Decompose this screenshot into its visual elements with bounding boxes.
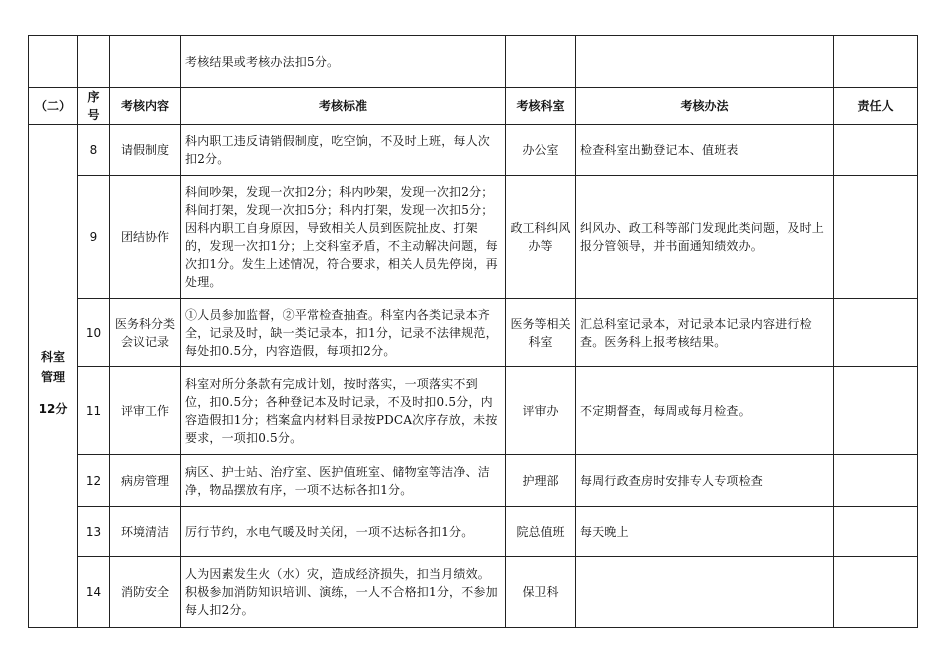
continuation-row [29,36,918,88]
row-dept: 保卫科 [506,557,576,628]
row-dept: 护理部 [506,455,576,507]
row-item: 环境清洁 [110,507,181,557]
header-section: （二） [29,88,78,125]
row-item: 团结协作 [110,176,181,299]
row-dept: 评审办 [506,367,576,455]
section-score: 12分 [38,402,68,416]
row-standard: 病区、护士站、治疗室、医护值班室、储物室等洁净、洁净，物品摆放有序，一项不达标各扣1分。 [181,455,506,507]
row-method: 汇总科室记录本，对记录本记录内容进行检查。医务科上报考核结果。 [576,299,834,367]
row-dept: 医务等相关科室 [506,299,576,367]
table-row [29,125,918,176]
row-number: 11 [78,367,110,455]
header-content: 考核内容 [110,88,181,125]
row-standard: 厉行节约，水电气暖及时关闭，一项不达标各扣1分。 [181,507,506,557]
table-row [29,557,918,628]
row-item: 评审工作 [110,367,181,455]
table-row [29,455,918,507]
row-owner [834,299,918,367]
standard-cell: 考核结果或考核办法扣5分。 [181,36,506,88]
cell-empty [576,36,834,88]
cell-empty [110,36,181,88]
row-standard: 人为因素发生火（水）灾，造成经济损失，扣当月绩效。积极参加消防知识培训、演练，一人不合格扣1分，不参加每人扣2分。 [181,557,506,628]
row-method: 每周行政查房时安排专人专项检查 [576,455,834,507]
row-number: 8 [78,125,110,176]
row-dept: 院总值班 [506,507,576,557]
cell-empty [506,36,576,88]
section-title-line2: 管理 [40,370,65,384]
row-number: 9 [78,176,110,299]
row-standard: ①人员参加监督，②平常检查抽查。科室内各类记录本齐全，记录及时，缺一类记录本，扣1分，记录不法律规范，每处扣0.5分，内容造假，每项扣2分。 [181,299,506,367]
table-row [29,367,918,455]
table-row [29,507,918,557]
row-owner [834,557,918,628]
header-row [29,88,918,125]
row-method: 检查科室出勤登记本、值班表 [576,125,834,176]
cell-empty [29,36,78,88]
row-item: 医务科分类会议记录 [110,299,181,367]
row-number: 12 [78,455,110,507]
header-standard: 考核标准 [181,88,506,125]
cell-empty [834,36,918,88]
row-owner [834,367,918,455]
section-title-line1: 科室 [40,350,65,364]
row-owner [834,176,918,299]
row-method: 每天晚上 [576,507,834,557]
assessment-table [28,35,918,628]
row-method: 纠风办、政工科等部门发现此类问题，及时上报分管领导，并书面通知绩效办。 [576,176,834,299]
row-dept: 政工科纠风办等 [506,176,576,299]
section-label-cell [29,125,78,628]
row-item: 消防安全 [110,557,181,628]
row-standard: 科内职工违反请销假制度，吃空饷，不及时上班，每人次扣2分。 [181,125,506,176]
row-number: 10 [78,299,110,367]
header-seq: 序号 [78,88,110,125]
cell-empty [78,36,110,88]
table-row [29,176,918,299]
header-dept: 考核科室 [506,88,576,125]
header-owner: 责任人 [834,88,918,125]
row-method: 不定期督查，每周或每月检查。 [576,367,834,455]
row-item: 病房管理 [110,455,181,507]
row-owner [834,125,918,176]
row-number: 13 [78,507,110,557]
row-dept: 办公室 [506,125,576,176]
row-method [576,557,834,628]
table-row [29,299,918,367]
row-standard: 科室对所分条款有完成计划，按时落实，一项落实不到位，扣0.5分；各种登记本及时记录，不及时扣0.5分，内容造假扣1分；档案盒内材料目录按PDCA次序存放，未按要求，一项扣0.5分。 [181,367,506,455]
row-number: 14 [78,557,110,628]
row-owner [834,507,918,557]
row-owner [834,455,918,507]
header-method: 考核办法 [576,88,834,125]
row-item: 请假制度 [110,125,181,176]
row-standard: 科间吵架，发现一次扣2分；科内吵架，发现一次扣2分；科间打架，发现一次扣5分；科内打架，发现一次扣5分；因科内职工自身原因，导致相关人员到医院扯皮、打架的，发现一次扣1分；上交科室矛盾，不主动解决问题，每次扣1分。发生上述情况，符合要求，相关人员先停岗，再处理。 [181,176,506,299]
